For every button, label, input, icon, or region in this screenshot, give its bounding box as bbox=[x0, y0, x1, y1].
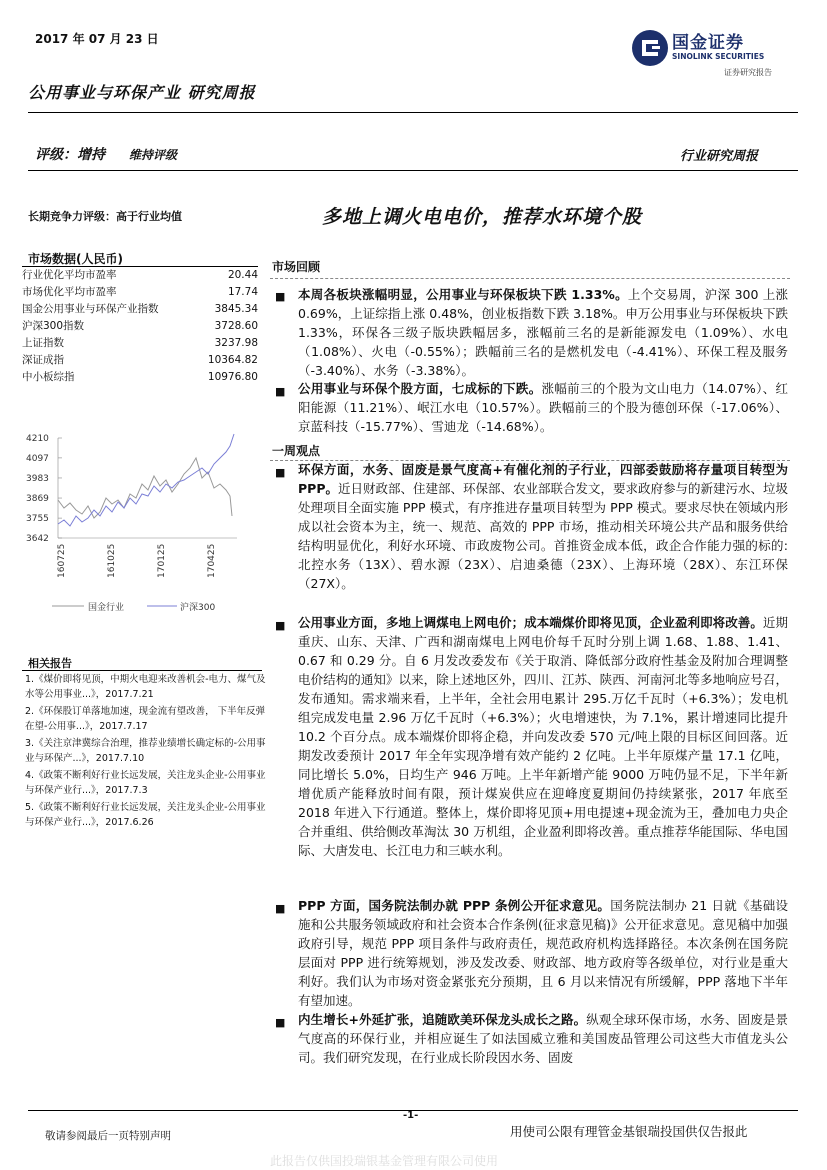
bullet-icon: ■ bbox=[275, 290, 286, 303]
table-row: 国金公用事业与环保产业指数 3845.34 bbox=[22, 303, 258, 315]
index-line-chart bbox=[22, 428, 242, 618]
paragraph: 环保方面，水务、固废是景气度高+有催化剂的子行业，四部委鼓励将存量项目转型为 PPP。近日财政部、住建部、环保部、农业部联合发文，要求政府参与的新建污水、垃圾处理项目全面实施 PPP 模式，有序推进存量项目转型为 PPP 模式。要求尽快在领域内形成以社会资本为主，统一、规范、高效的 PPP 市场，推动相关环境公共产品和服务供给结构明显优化，利好水环境、市政废物公司。首推资金成本低，政企合作能力强的标的:北控水务（13X）、碧水源（23X）、启迪桑德（23X）、上海环境（28X）、东江环保（27X）。 bbox=[298, 462, 788, 591]
report-type: 行业研究周报 bbox=[680, 149, 759, 164]
logo-subtitle: 证券研究报告 bbox=[724, 68, 772, 77]
y-tick-label: 3755 bbox=[26, 514, 49, 525]
market-data-title: 市场数据(人民币) bbox=[28, 252, 123, 266]
list-item: 2.《环保股订单落地加速，现金流有望改善， 下半年反弹在望-公用事...》，2017.7.17 bbox=[25, 706, 266, 732]
sinolink-logo bbox=[630, 28, 790, 72]
y-tick-label: 3869 bbox=[26, 494, 49, 505]
report-date: 2017 年 07 月 23 日 bbox=[35, 32, 159, 46]
table-row: 上证指数 3237.98 bbox=[22, 337, 258, 349]
related-reports-title: 相关报告 bbox=[28, 657, 72, 670]
list-item: 5.《政策不断利好行业长远发展，关注龙头企业-公用事业与环保产业行...》，2017.6.26 bbox=[25, 802, 266, 828]
y-tick-label: 3983 bbox=[26, 473, 49, 484]
rating bbox=[35, 144, 177, 164]
bullet-icon: ■ bbox=[275, 619, 286, 632]
table-row: 中小板综指 10976.80 bbox=[22, 371, 258, 383]
page-number: -1- bbox=[403, 1110, 419, 1121]
table-row: 沪深300指数 3728.60 bbox=[22, 320, 258, 332]
y-tick-label: 3642 bbox=[26, 534, 49, 544]
page-title: 多地上调火电电价，推荐水环境个股 bbox=[322, 206, 643, 228]
x-tick-label: 160725 bbox=[57, 543, 67, 578]
list-item: 4.《政策不断利好行业长远发展，关注龙头企业-公用事业与环保产业行...》，2017.7.3 bbox=[25, 770, 266, 796]
paragraph: 公用事业与环保个股方面，七成标的下跌。涨幅前三的个股为文山电力（14.07%）、红阳能源（11.21%）、岷江水电（10.57%）。跌幅前三的个股为德创环保（-17.06%）、京蓝科技（-15.77%）、雪迪龙（-14.68%）。 bbox=[298, 381, 788, 434]
report-series-title: 公用事业与环保产业 研究周报 bbox=[28, 83, 256, 102]
long-term-rating: 长期竞争力评级：高于行业均值 bbox=[28, 210, 182, 223]
divider bbox=[28, 112, 798, 113]
related-reports-list bbox=[25, 672, 270, 832]
x-tick-label: 170125 bbox=[157, 543, 167, 578]
divider bbox=[28, 170, 798, 171]
paragraph: 内生增长+外延扩张，追随欧美环保龙头成长之路。纵观全球环保市场，水务、固废是景气度高的环保行业，并相应诞生了如法国威立雅和美国废品管理公司这些大市值龙头公司。我们研究发现，在行业成长阶段因水务、固废 bbox=[298, 1012, 788, 1065]
legend-label-guojin: 国金行业 bbox=[88, 603, 125, 613]
divider bbox=[270, 278, 790, 279]
y-tick-label: 4097 bbox=[26, 453, 49, 464]
table-row: 市场优化平均市盈率 17.74 bbox=[22, 286, 258, 298]
series-line-hs300 bbox=[58, 434, 234, 526]
logo-cn-text: 国金证券 bbox=[672, 33, 744, 53]
list-item: 1.《煤价即将见顶，中期火电迎来改善机会-电力、煤气及水等公用事业...》，2017.7.21 bbox=[25, 674, 266, 700]
watermark-text: 此报告仅供国投瑞银基金管理有限公司使用 bbox=[270, 1154, 499, 1168]
bullet-icon: ■ bbox=[275, 1016, 286, 1029]
market-data-table bbox=[22, 266, 258, 386]
bullet-icon: ■ bbox=[275, 902, 286, 915]
legend-label-hs300: 沪深300 bbox=[180, 603, 216, 613]
y-tick-label: 4210 bbox=[26, 434, 49, 444]
rating-label: 评级：增持 bbox=[35, 147, 105, 163]
bullet-icon: ■ bbox=[275, 466, 286, 479]
paragraph: PPP 方面，国务院法制办就 PPP 条例公开征求意见。国务院法制办 21 日就《基础设施和公共服务领域政府和社会资本合作条例(征求意见稿)》公开征求意见。意见稿中加强政府引导，规范 PPP 项目条件与政府责任，规范政府机构选择路径。本次条例在国务院层面对 PPP 进行统筹规划，涉及发改委、财政部、地方政府等各级单位，对行业是重大利好。我们认为市场对资金紧张充分预期，且 6 月以来情况有所缓解，PPP 落地下半年有望加速。 bbox=[298, 898, 788, 1008]
section-heading-market: 市场回顾 bbox=[272, 260, 321, 274]
list-item: 3.《关注京津冀综合治理，推荐业绩增长确定标的-公用事业与环保产...》，2017.7.10 bbox=[25, 738, 266, 764]
x-tick-label: 161025 bbox=[107, 543, 117, 578]
section-heading-weekly: 一周观点 bbox=[272, 444, 321, 458]
x-tick-label: 170425 bbox=[207, 543, 217, 578]
paragraph: 公用事业方面，多地上调煤电上网电价；成本端煤价即将见顶，企业盈利即将改善。近期重庆、山东、天津、广西和湖南煤电上网电价每千瓦时分别上调 1.68、1.88、1.41、0.67 和 0.29 分。自 6 月发改委发布《关于取消、降低部分政府性基金及附加合理调整电价结构的通知》以来，除上述地区外，四川、江苏、陕西、河南河北等多地响应号召，发布通知。需求端来看，上半年，全社会用电累计 295.万亿千瓦时（+6.3%）；发电机组完成发电量 2.96 万亿千瓦时（+6.3%）；火电增速快，为 7.1%，累计增速同比提升 10.2 个百分点。成本端煤价即将企稳，并向发改委 570 元/吨上限的目标区间回落。近期发改委预计 2017 年全年实现净增有效产能约 2 亿吨。上半年原煤产量 17.1 亿吨，同比增长 5.0%，日均生产 946 万吨。上半年新增产能 9000 万吨仍显不足，下半年新增优质产能释放时间有限，预计煤炭供应在迎峰度夏期间仍持续紧张，2017 年底至 2018 年进入下行通道。整体上，煤价即将见顶+用电提速+现金流为王，叠加电力央企合并重组、供给侧改革淘汰 30 万机组，企业盈利即将改善。重点推荐华能国际、华电国际、大唐发电、长江电力和三峡水利。 bbox=[298, 615, 788, 858]
table-row: 深证成指 10364.82 bbox=[22, 354, 258, 366]
divider bbox=[22, 670, 262, 671]
logo-en-text: SINOLINK SECURITIES bbox=[672, 52, 765, 61]
paragraph: 本周各板块涨幅明显，公用事业与环保板块下跌 1.33%。上个交易周，沪深 300 上涨 0.69%，上证综指上涨 0.48%，创业板指数下跌 3.18%。申万公用事业与环保板块下跌 1.33%，环保各三级子版块跌幅居多，涨幅前三名的是新能源发电（1.09%）、水电（1.08%）、火电（-0.55%）；跌幅前三名的是燃机发电（-4.41%）、环保工程及服务（-3.40%）、水务（-3.38%）。 bbox=[298, 287, 789, 378]
footer-notice: 用使司公限有理管金基银瑞投国供仅告报此 bbox=[510, 1124, 748, 1139]
footer-disclaimer: 敬请参阅最后一页特别声明 bbox=[45, 1130, 171, 1142]
table-row: 行业优化平均市盈率 20.44 bbox=[22, 269, 258, 281]
series-line-guojin bbox=[58, 458, 232, 518]
bullet-icon: ■ bbox=[275, 385, 286, 398]
sinolink-logo-icon bbox=[630, 28, 670, 68]
rating-sub: 维持评级 bbox=[129, 148, 178, 162]
